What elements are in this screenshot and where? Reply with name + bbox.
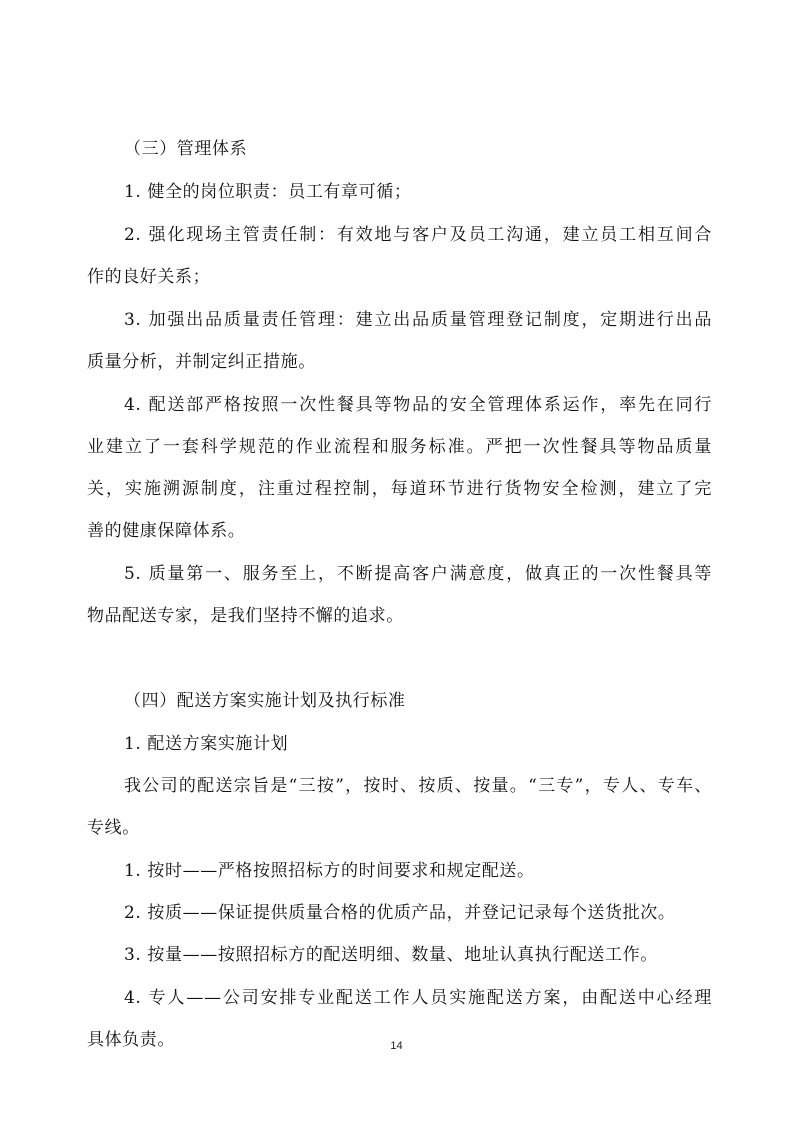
delivery-item-1: 1. 按时——严格按照招标方的时间要求和规定配送。	[124, 861, 535, 881]
management-item-2-line-1: 2. 强化现场主管责任制：有效地与客户及员工沟通，建立员工相互间合	[124, 225, 712, 245]
section-heading-management-system: （三）管理体系	[124, 139, 248, 159]
management-item-5-line-1: 5. 质量第一、服务至上，不断提高客户满意度，做真正的一次性餐具等	[124, 564, 712, 584]
management-item-4-line-4: 善的健康保障体系。	[87, 521, 246, 541]
management-item-4-line-3: 关，实施溯源制度，注重过程控制，每道环节进行货物安全检测，建立了完	[87, 479, 712, 499]
management-item-1: 1. 健全的岗位职责：员工有章可循；	[124, 182, 412, 202]
management-item-5-line-2: 物品配送专家，是我们坚持不懈的追求。	[87, 606, 404, 626]
management-item-3-line-2: 质量分析，并制定纠正措施。	[87, 352, 316, 372]
section-heading-delivery-plan: （四）配送方案实施计划及执行标准	[124, 691, 406, 711]
delivery-item-3: 3. 按量——按照招标方的配送明细、数量、地址认真执行配送工作。	[124, 945, 658, 965]
management-item-4-line-1: 4. 配送部严格按照一次性餐具等物品的安全管理体系运作，率先在同行	[124, 395, 712, 415]
delivery-item-4-line-1: 4. 专人——公司安排专业配送工作人员实施配送方案，由配送中心经理	[124, 988, 712, 1008]
management-item-2-line-2: 作的良好关系；	[87, 267, 211, 287]
delivery-plan-subheading: 1. 配送方案实施计划	[124, 734, 289, 754]
delivery-intro-line-1: 我公司的配送宗旨是“三按”，按时、按质、按量。“三专”，专人、专车、	[124, 776, 712, 796]
management-item-3-line-1: 3. 加强出品质量责任管理：建立出品质量管理登记制度，定期进行出品	[124, 310, 712, 330]
delivery-item-2: 2. 按质——保证提供质量合格的优质产品，并登记记录每个送货批次。	[124, 903, 676, 923]
management-item-4-line-2: 业建立了一套科学规范的作业流程和服务标准。严把一次性餐具等物品质量	[87, 437, 712, 457]
delivery-item-4-line-2: 具体负责。	[87, 1030, 175, 1050]
delivery-intro-line-2: 专线。	[87, 818, 140, 838]
page-number: 14	[390, 1040, 403, 1052]
